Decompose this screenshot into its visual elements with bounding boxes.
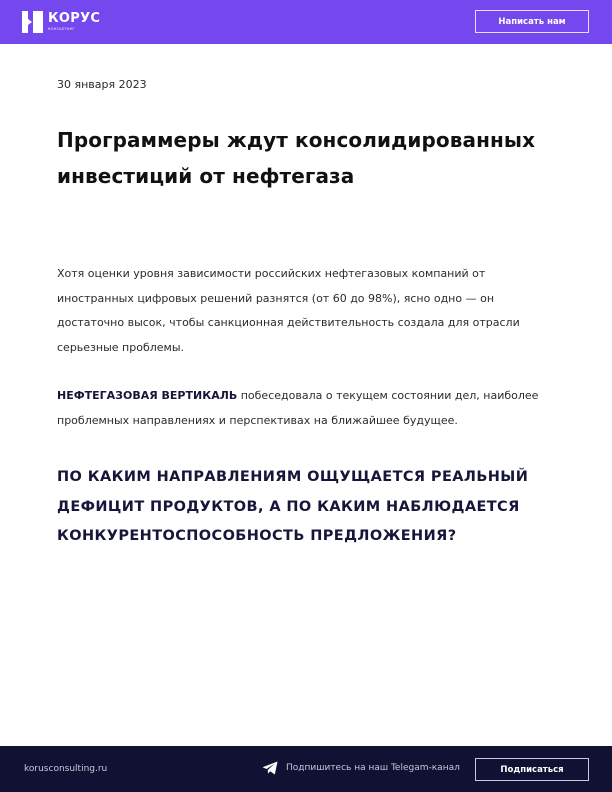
section-heading: ПО КАКИМ НАПРАВЛЕНИЯМ ОЩУЩАЕТСЯ РЕАЛЬНЫЙ ДЕФИЦИТ ПРОДУКТОВ, А ПО КАКИМ НАБЛЮДАЕТСЯ КОНКУРЕНТОСПОСОБНОСТЬ ПРЕДЛОЖЕНИЯ?	[57, 469, 529, 544]
contact-us-button[interactable]: Написать нам	[475, 10, 589, 33]
header	[0, 0, 612, 44]
telegram-promo[interactable]	[262, 761, 460, 775]
article-title: Программеры ждут консолидированных инвестиций от нефтегаза	[57, 128, 536, 188]
publication-name: НЕФТЕГАЗОВАЯ ВЕРТИКАЛЬ	[57, 389, 238, 402]
subscribe-button[interactable]: Подписаться	[475, 758, 589, 781]
site-link[interactable]: korusconsulting.ru	[24, 764, 108, 774]
logo-text	[48, 12, 100, 32]
footer	[0, 746, 612, 792]
korus-logo[interactable]	[22, 11, 100, 33]
article-lead: Хотя оценки уровня зависимости российских нефтегазовых компаний от иностранных цифровых решений разнятся (от 60 до 98%), ясно одно — он достаточно высок, чтобы санкционная действительность создала для отрасли серьезные проблемы.	[57, 267, 520, 354]
article-paragraph	[57, 384, 567, 433]
logo-subtitle: КОНСАЛТИНГ	[48, 27, 75, 31]
korus-logo-icon	[22, 11, 43, 33]
telegram-text: Подпишитесь на наш Telegam-канал	[286, 763, 460, 773]
logo-name: КОРУС	[48, 11, 101, 26]
telegram-icon	[262, 761, 278, 775]
paragraph-text: побеседовала о текущем состоянии дел, наиболее проблемных направлениях и перспективах на ближайшее будущее.	[57, 389, 539, 427]
article-date: 30 января 2023	[57, 78, 147, 91]
